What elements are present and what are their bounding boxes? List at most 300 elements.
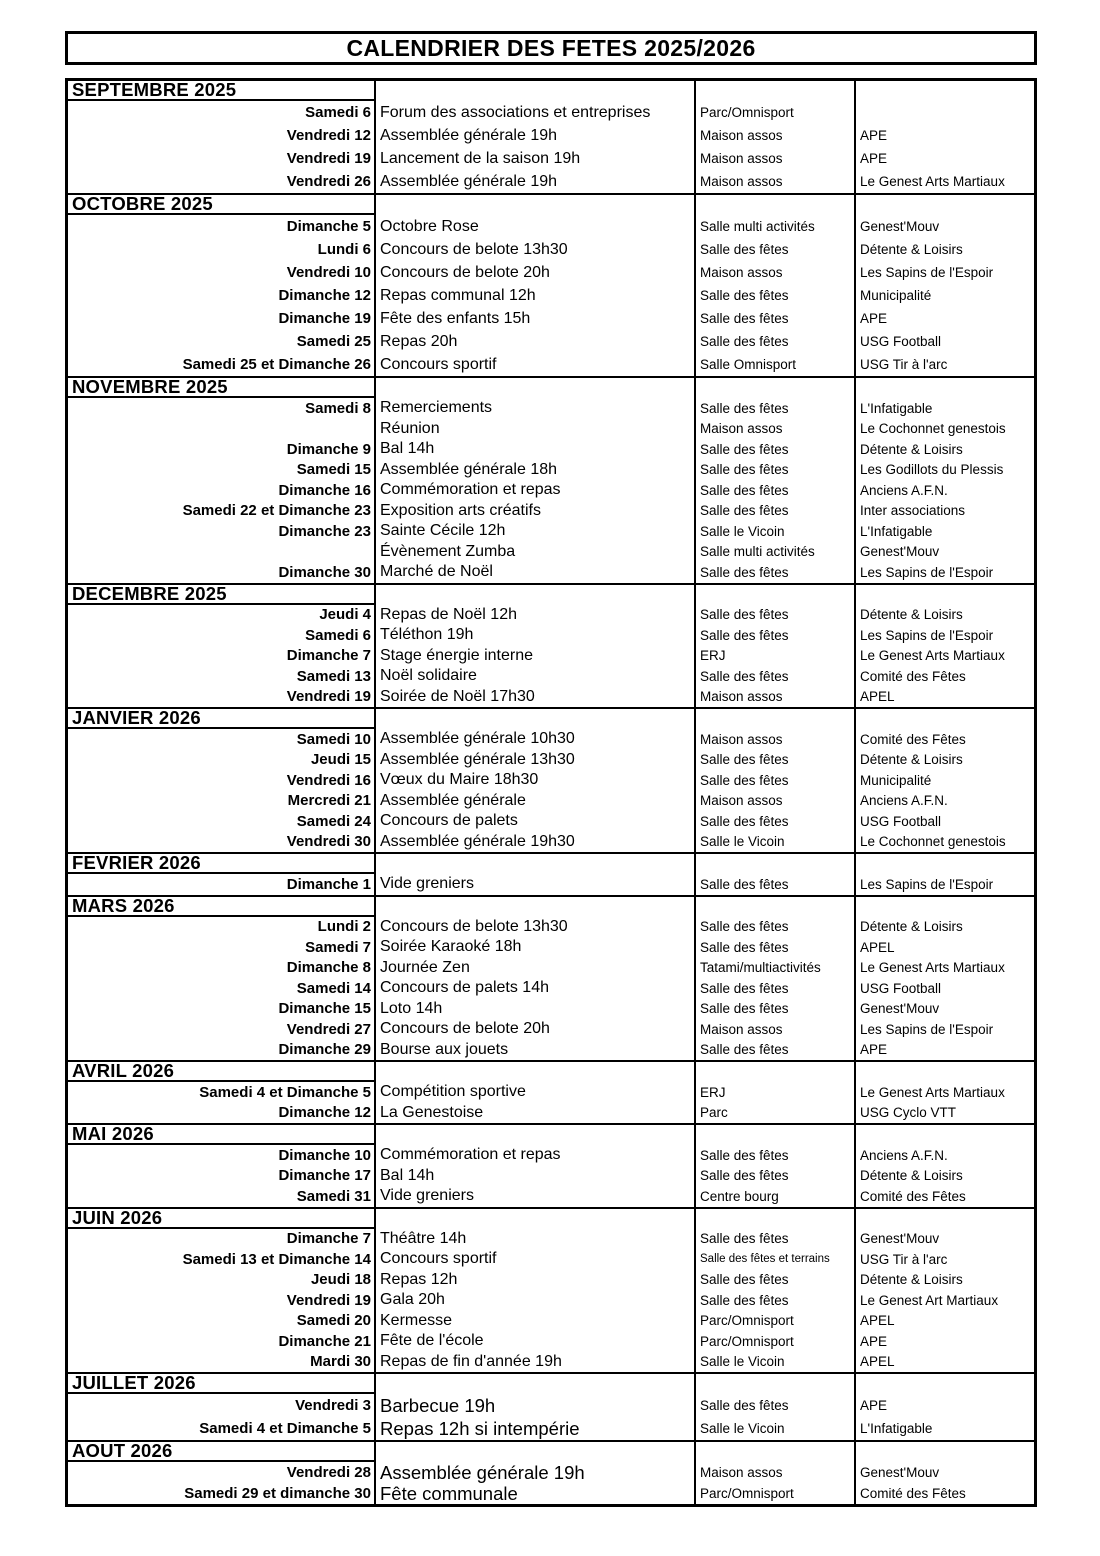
month-row-spacer: [376, 81, 696, 101]
month-section: [68, 81, 1034, 193]
event-date: Vendredi 19: [68, 687, 376, 708]
month-header-row: [68, 1374, 1034, 1394]
event-row: [68, 238, 1034, 261]
month-header-row: [68, 378, 1034, 398]
event-row: [68, 1229, 1034, 1250]
month-section: [68, 193, 1034, 376]
month-row-spacer: [856, 81, 1034, 101]
month-title: JANVIER 2026: [68, 709, 376, 729]
event-location: Salle des fêtes: [696, 1166, 856, 1187]
month-row-spacer: [696, 1062, 856, 1082]
month-section: [68, 707, 1034, 852]
event-row: [68, 147, 1034, 170]
event-organizer: APEL: [860, 939, 895, 955]
month-section: [68, 895, 1034, 1061]
month-row-spacer: [376, 854, 696, 874]
page-title: CALENDRIER DES FETES 2025/2026: [65, 31, 1037, 65]
event-name: Concours de palets 14h: [376, 978, 696, 999]
event-organizer: Les Godillots du Plessis: [860, 462, 1004, 478]
event-row: [68, 874, 1034, 895]
month-row-spacer: [856, 585, 1034, 605]
event-date: Samedi 20: [68, 1311, 376, 1332]
event-date: Jeudi 18: [68, 1270, 376, 1291]
event-name: Bal 14h: [376, 439, 696, 460]
event-location: Maison assos: [696, 687, 856, 708]
event-row: [68, 978, 1034, 999]
event-organizer: Détente & Loisirs: [860, 919, 963, 935]
event-location: Centre bourg: [696, 1186, 856, 1207]
event-name: Réunion: [376, 419, 696, 440]
event-name: Soirée de Noël 17h30: [376, 687, 696, 708]
event-row: [68, 284, 1034, 307]
event-location: Salle des fêtes: [696, 1040, 856, 1061]
month-title: FEVRIER 2026: [68, 854, 376, 874]
event-row: [68, 1166, 1034, 1187]
event-organizer: APE: [860, 311, 888, 326]
event-name: Assemblée générale 19h: [376, 1462, 696, 1483]
event-organizer: APEL: [860, 1354, 895, 1370]
event-location: Salle des fêtes: [696, 1145, 856, 1166]
month-row-spacer: [376, 1374, 696, 1394]
month-row-spacer: [376, 1062, 696, 1082]
month-row-spacer: [376, 378, 696, 398]
month-row-spacer: [856, 709, 1034, 729]
event-row: [68, 1249, 1034, 1270]
event-date: Vendredi 16: [68, 770, 376, 791]
event-name: Théâtre 14h: [376, 1229, 696, 1250]
event-date: Dimanche 15: [68, 999, 376, 1020]
event-name: Journée Zen: [376, 958, 696, 979]
event-location: Maison assos: [696, 124, 856, 147]
event-row: [68, 419, 1034, 440]
event-name: Concours de belote 20h: [376, 261, 696, 284]
event-date: Mardi 30: [68, 1352, 376, 1373]
event-name: Concours de palets: [376, 811, 696, 832]
month-header-row: [68, 1209, 1034, 1229]
event-row: [68, 605, 1034, 626]
event-location: Salle des fêtes: [696, 501, 856, 522]
month-row-spacer: [696, 1374, 856, 1394]
month-row-spacer: [856, 1442, 1034, 1462]
event-name: Sainte Cécile 12h: [376, 521, 696, 542]
event-organizer: APE: [860, 1333, 888, 1349]
event-date: Vendredi 19: [68, 147, 376, 170]
event-row: [68, 625, 1034, 646]
event-location: Parc/Omnisport: [696, 1483, 856, 1504]
event-date: Dimanche 17: [68, 1166, 376, 1187]
event-date: Dimanche 8: [68, 958, 376, 979]
event-row: [68, 521, 1034, 542]
event-organizer: Comité des Fêtes: [860, 1188, 966, 1204]
event-organizer: APE: [860, 1398, 888, 1413]
event-row: [68, 687, 1034, 708]
event-row: [68, 1483, 1034, 1504]
event-location: Parc/Omnisport: [696, 101, 856, 124]
event-name: Lancement de la saison 19h: [376, 147, 696, 170]
event-organizer: L'Infatigable: [860, 523, 933, 539]
event-organizer: Inter associations: [860, 503, 966, 519]
month-row-spacer: [696, 1209, 856, 1229]
event-name: Vœux du Maire 18h30: [376, 770, 696, 791]
event-location: Maison assos: [696, 729, 856, 750]
event-organizer: USG Football: [860, 813, 942, 829]
event-organizer: L'Infatigable: [860, 400, 933, 416]
event-date: Vendredi 27: [68, 1019, 376, 1040]
event-name: Stage énergie interne: [376, 646, 696, 667]
event-name: Assemblée générale 19h30: [376, 832, 696, 853]
event-location: Salle des fêtes: [696, 1270, 856, 1291]
event-organizer: Comité des Fêtes: [860, 731, 966, 747]
month-title: AOUT 2026: [68, 1442, 376, 1462]
event-location: Maison assos: [696, 261, 856, 284]
event-organizer: Détente & Loisirs: [860, 242, 963, 257]
month-row-spacer: [376, 1442, 696, 1462]
month-row-spacer: [696, 1125, 856, 1145]
event-date: Samedi 15: [68, 460, 376, 481]
event-date: Samedi 10: [68, 729, 376, 750]
event-date: Dimanche 5: [68, 215, 376, 238]
month-row-spacer: [696, 1442, 856, 1462]
event-organizer: APE: [860, 151, 888, 166]
event-organizer: Municipalité: [860, 288, 932, 303]
month-row-spacer: [856, 897, 1034, 917]
event-location: Salle des fêtes: [696, 937, 856, 958]
event-location: Salle des fêtes: [696, 460, 856, 481]
event-location: Maison assos: [696, 1019, 856, 1040]
event-date: Samedi 13: [68, 666, 376, 687]
event-date: Samedi 31: [68, 1186, 376, 1207]
event-date: Jeudi 15: [68, 750, 376, 771]
event-location: Salle le Vicoin: [696, 1417, 856, 1440]
event-date: Vendredi 10: [68, 261, 376, 284]
event-row: [68, 542, 1034, 563]
event-organizer: Le Cochonnet genestois: [860, 834, 1006, 850]
event-name: Repas de Noël 12h: [376, 605, 696, 626]
month-row-spacer: [856, 1125, 1034, 1145]
event-row: [68, 1352, 1034, 1373]
event-row: [68, 101, 1034, 124]
month-header-row: [68, 585, 1034, 605]
event-organizer: USG Football: [860, 980, 942, 996]
event-location: Salle des fêtes: [696, 439, 856, 460]
event-row: [68, 330, 1034, 353]
event-organizer: Comité des Fêtes: [860, 668, 966, 684]
event-row: [68, 307, 1034, 330]
event-row: [68, 1311, 1034, 1332]
event-row: [68, 1082, 1034, 1103]
event-name: Fête de l'école: [376, 1331, 696, 1352]
event-name: Assemblée générale 19h: [376, 124, 696, 147]
event-organizer: Le Cochonnet genestois: [860, 421, 1006, 437]
event-date: Samedi 25 et Dimanche 26: [68, 353, 376, 376]
month-row-spacer: [696, 854, 856, 874]
event-row: [68, 170, 1034, 193]
event-organizer: Les Sapins de l'Espoir: [860, 1021, 994, 1037]
month-title: OCTOBRE 2025: [68, 195, 376, 215]
event-location: Salle des fêtes: [696, 917, 856, 938]
month-title: DECEMBRE 2025: [68, 585, 376, 605]
event-row: [68, 562, 1034, 583]
event-name: Concours de belote 13h30: [376, 238, 696, 261]
month-header-row: [68, 897, 1034, 917]
event-name: Commémoration et repas: [376, 480, 696, 501]
event-organizer: Anciens A.F.N.: [860, 482, 948, 498]
event-date: Samedi 6: [68, 101, 376, 124]
event-name: Bal 14h: [376, 1166, 696, 1187]
event-name: Forum des associations et entreprises: [376, 101, 696, 124]
event-date: Dimanche 30: [68, 562, 376, 583]
event-location: Tatami/multiactivités: [696, 958, 856, 979]
event-name: Assemblée générale 18h: [376, 460, 696, 481]
event-location: Salle des fêtes: [696, 238, 856, 261]
event-location: Maison assos: [696, 419, 856, 440]
event-date: Dimanche 12: [68, 284, 376, 307]
event-date: Samedi 22 et Dimanche 23: [68, 501, 376, 522]
event-location: Salle des fêtes: [696, 874, 856, 895]
event-row: [68, 811, 1034, 832]
event-organizer: Les Sapins de l'Espoir: [860, 265, 994, 280]
event-date: Samedi 29 et dimanche 30: [68, 1483, 376, 1504]
event-location: Salle des fêtes: [696, 1290, 856, 1311]
event-location: Salle des fêtes: [696, 666, 856, 687]
event-location: Salle des fêtes: [696, 284, 856, 307]
event-row: [68, 791, 1034, 812]
event-location: Parc: [696, 1103, 856, 1124]
event-date: Vendredi 26: [68, 170, 376, 193]
event-date: Jeudi 4: [68, 605, 376, 626]
event-organizer: Les Sapins de l'Espoir: [860, 876, 994, 892]
event-name: Assemblée générale 19h: [376, 170, 696, 193]
event-name: Assemblée générale: [376, 791, 696, 812]
month-header-row: [68, 709, 1034, 729]
month-title: MARS 2026: [68, 897, 376, 917]
month-header-row: [68, 195, 1034, 215]
event-organizer: Détente & Loisirs: [860, 752, 963, 768]
event-row: [68, 398, 1034, 419]
event-organizer: APEL: [860, 689, 895, 705]
event-date: Samedi 8: [68, 398, 376, 419]
event-name: Concours sportif: [376, 353, 696, 376]
month-section: [68, 583, 1034, 708]
event-row: [68, 646, 1034, 667]
event-location: Salle le Vicoin: [696, 832, 856, 853]
month-section: [68, 852, 1034, 895]
event-name: Concours de belote 13h30: [376, 917, 696, 938]
event-date: Mercredi 21: [68, 791, 376, 812]
month-title: JUIN 2026: [68, 1209, 376, 1229]
event-row: [68, 261, 1034, 284]
event-organizer: Détente & Loisirs: [860, 1168, 963, 1184]
month-row-spacer: [856, 378, 1034, 398]
month-row-spacer: [376, 1125, 696, 1145]
event-organizer: APE: [860, 1042, 888, 1058]
event-organizer: Le Genest Art Martiaux: [860, 1292, 999, 1308]
event-date: Dimanche 29: [68, 1040, 376, 1061]
month-row-spacer: [376, 897, 696, 917]
event-date: Dimanche 21: [68, 1331, 376, 1352]
event-row: [68, 1040, 1034, 1061]
month-section: [68, 376, 1034, 583]
event-date: Dimanche 7: [68, 1229, 376, 1250]
event-date: [68, 419, 376, 440]
event-row: [68, 1331, 1034, 1352]
event-location: Parc/Omnisport: [696, 1311, 856, 1332]
event-row: [68, 1186, 1034, 1207]
event-row: [68, 937, 1034, 958]
event-row: [68, 1462, 1034, 1483]
event-name: Repas communal 12h: [376, 284, 696, 307]
event-name: La Genestoise: [376, 1103, 696, 1124]
event-row: [68, 1394, 1034, 1417]
month-row-spacer: [856, 854, 1034, 874]
month-header-row: [68, 854, 1034, 874]
event-organizer: Genest'Mouv: [860, 1465, 940, 1480]
event-location: Parc/Omnisport: [696, 1331, 856, 1352]
event-location: Salle multi activités: [696, 542, 856, 563]
event-organizer: Le Genest Arts Martiaux: [860, 960, 1005, 976]
event-row: [68, 1103, 1034, 1124]
event-name: Commémoration et repas: [376, 1145, 696, 1166]
event-name: Assemblée générale 10h30: [376, 729, 696, 750]
event-date: Samedi 13 et Dimanche 14: [68, 1249, 376, 1270]
event-row: [68, 666, 1034, 687]
event-date: [68, 542, 376, 563]
event-location: Maison assos: [696, 1462, 856, 1483]
event-location: Salle des fêtes: [696, 999, 856, 1020]
event-organizer: Le Genest Arts Martiaux: [860, 648, 1005, 664]
event-date: Dimanche 16: [68, 480, 376, 501]
event-name: Repas 20h: [376, 330, 696, 353]
event-date: Vendredi 19: [68, 1290, 376, 1311]
event-row: [68, 1019, 1034, 1040]
event-date: Samedi 14: [68, 978, 376, 999]
event-row: [68, 770, 1034, 791]
event-organizer: Le Genest Arts Martiaux: [860, 174, 1005, 189]
month-section: [68, 1060, 1034, 1123]
event-row: [68, 480, 1034, 501]
month-row-spacer: [696, 81, 856, 101]
month-title: NOVEMBRE 2025: [68, 378, 376, 398]
event-name: Exposition arts créatifs: [376, 501, 696, 522]
event-name: Barbecue 19h: [376, 1394, 696, 1417]
event-date: Vendredi 3: [68, 1394, 376, 1417]
event-row: [68, 999, 1034, 1020]
event-row: [68, 1417, 1034, 1440]
event-row: [68, 1145, 1034, 1166]
month-section: [68, 1207, 1034, 1373]
event-date: Dimanche 19: [68, 307, 376, 330]
month-title: AVRIL 2026: [68, 1062, 376, 1082]
event-location: Maison assos: [696, 170, 856, 193]
month-row-spacer: [856, 1209, 1034, 1229]
event-name: Repas de fin d'année 19h: [376, 1352, 696, 1373]
event-name: Vide greniers: [376, 1186, 696, 1207]
month-title: SEPTEMBRE 2025: [68, 81, 376, 101]
event-date: Samedi 24: [68, 811, 376, 832]
event-row: [68, 1270, 1034, 1291]
event-organizer: L'Infatigable: [860, 1421, 933, 1436]
event-organizer: Genest'Mouv: [860, 1001, 940, 1017]
event-date: Dimanche 7: [68, 646, 376, 667]
event-location: Salle des fêtes: [696, 398, 856, 419]
event-organizer: [856, 101, 1034, 124]
event-name: Téléthon 19h: [376, 625, 696, 646]
event-organizer: USG Cyclo VTT: [860, 1105, 957, 1121]
event-name: Compétition sportive: [376, 1082, 696, 1103]
event-name: Marché de Noël: [376, 562, 696, 583]
event-location: Salle multi activités: [696, 215, 856, 238]
event-organizer: Anciens A.F.N.: [860, 793, 948, 809]
event-row: [68, 439, 1034, 460]
event-organizer: Genest'Mouv: [860, 219, 940, 234]
month-row-spacer: [376, 585, 696, 605]
event-name: Repas 12h: [376, 1270, 696, 1291]
event-location: Salle le Vicoin: [696, 1352, 856, 1373]
event-organizer: APE: [860, 128, 888, 143]
event-name: Assemblée générale 13h30: [376, 750, 696, 771]
event-location: ERJ: [696, 646, 856, 667]
event-organizer: Genest'Mouv: [860, 544, 940, 560]
event-date: Samedi 4 et Dimanche 5: [68, 1082, 376, 1103]
month-header-row: [68, 81, 1034, 101]
event-row: [68, 750, 1034, 771]
event-organizer: Détente & Loisirs: [860, 441, 963, 457]
event-organizer: Genest'Mouv: [860, 1231, 940, 1247]
event-date: Lundi 2: [68, 917, 376, 938]
month-header-row: [68, 1062, 1034, 1082]
event-name: Concours de belote 20h: [376, 1019, 696, 1040]
event-date: Dimanche 9: [68, 439, 376, 460]
event-date: Samedi 7: [68, 937, 376, 958]
calendar-table: [65, 78, 1037, 1507]
event-name: Fête des enfants 15h: [376, 307, 696, 330]
event-row: [68, 917, 1034, 938]
month-row-spacer: [696, 195, 856, 215]
month-header-row: [68, 1442, 1034, 1462]
event-location: Maison assos: [696, 791, 856, 812]
event-name: Octobre Rose: [376, 215, 696, 238]
event-location: Salle des fêtes: [696, 978, 856, 999]
event-date: Samedi 6: [68, 625, 376, 646]
month-row-spacer: [696, 897, 856, 917]
month-row-spacer: [696, 585, 856, 605]
event-location: Salle le Vicoin: [696, 521, 856, 542]
event-row: [68, 729, 1034, 750]
event-date: Vendredi 12: [68, 124, 376, 147]
event-date: Dimanche 1: [68, 874, 376, 895]
event-row: [68, 124, 1034, 147]
event-name: Fête communale: [376, 1483, 696, 1504]
event-organizer: Les Sapins de l'Espoir: [860, 627, 994, 643]
event-name: Remerciements: [376, 398, 696, 419]
event-date: Dimanche 10: [68, 1145, 376, 1166]
month-row-spacer: [376, 709, 696, 729]
event-name: Soirée Karaoké 18h: [376, 937, 696, 958]
event-location: Salle des fêtes: [696, 1229, 856, 1250]
event-date: Lundi 6: [68, 238, 376, 261]
event-organizer: USG Football: [860, 334, 942, 349]
event-location: Salle Omnisport: [696, 353, 856, 376]
event-location: Salle des fêtes: [696, 480, 856, 501]
event-name: Vide greniers: [376, 874, 696, 895]
event-organizer: Anciens A.F.N.: [860, 1147, 948, 1163]
event-organizer: Municipalité: [860, 772, 932, 788]
event-name: Loto 14h: [376, 999, 696, 1020]
event-date: Vendredi 30: [68, 832, 376, 853]
month-header-row: [68, 1125, 1034, 1145]
event-location: Salle des fêtes: [696, 605, 856, 626]
event-row: [68, 958, 1034, 979]
